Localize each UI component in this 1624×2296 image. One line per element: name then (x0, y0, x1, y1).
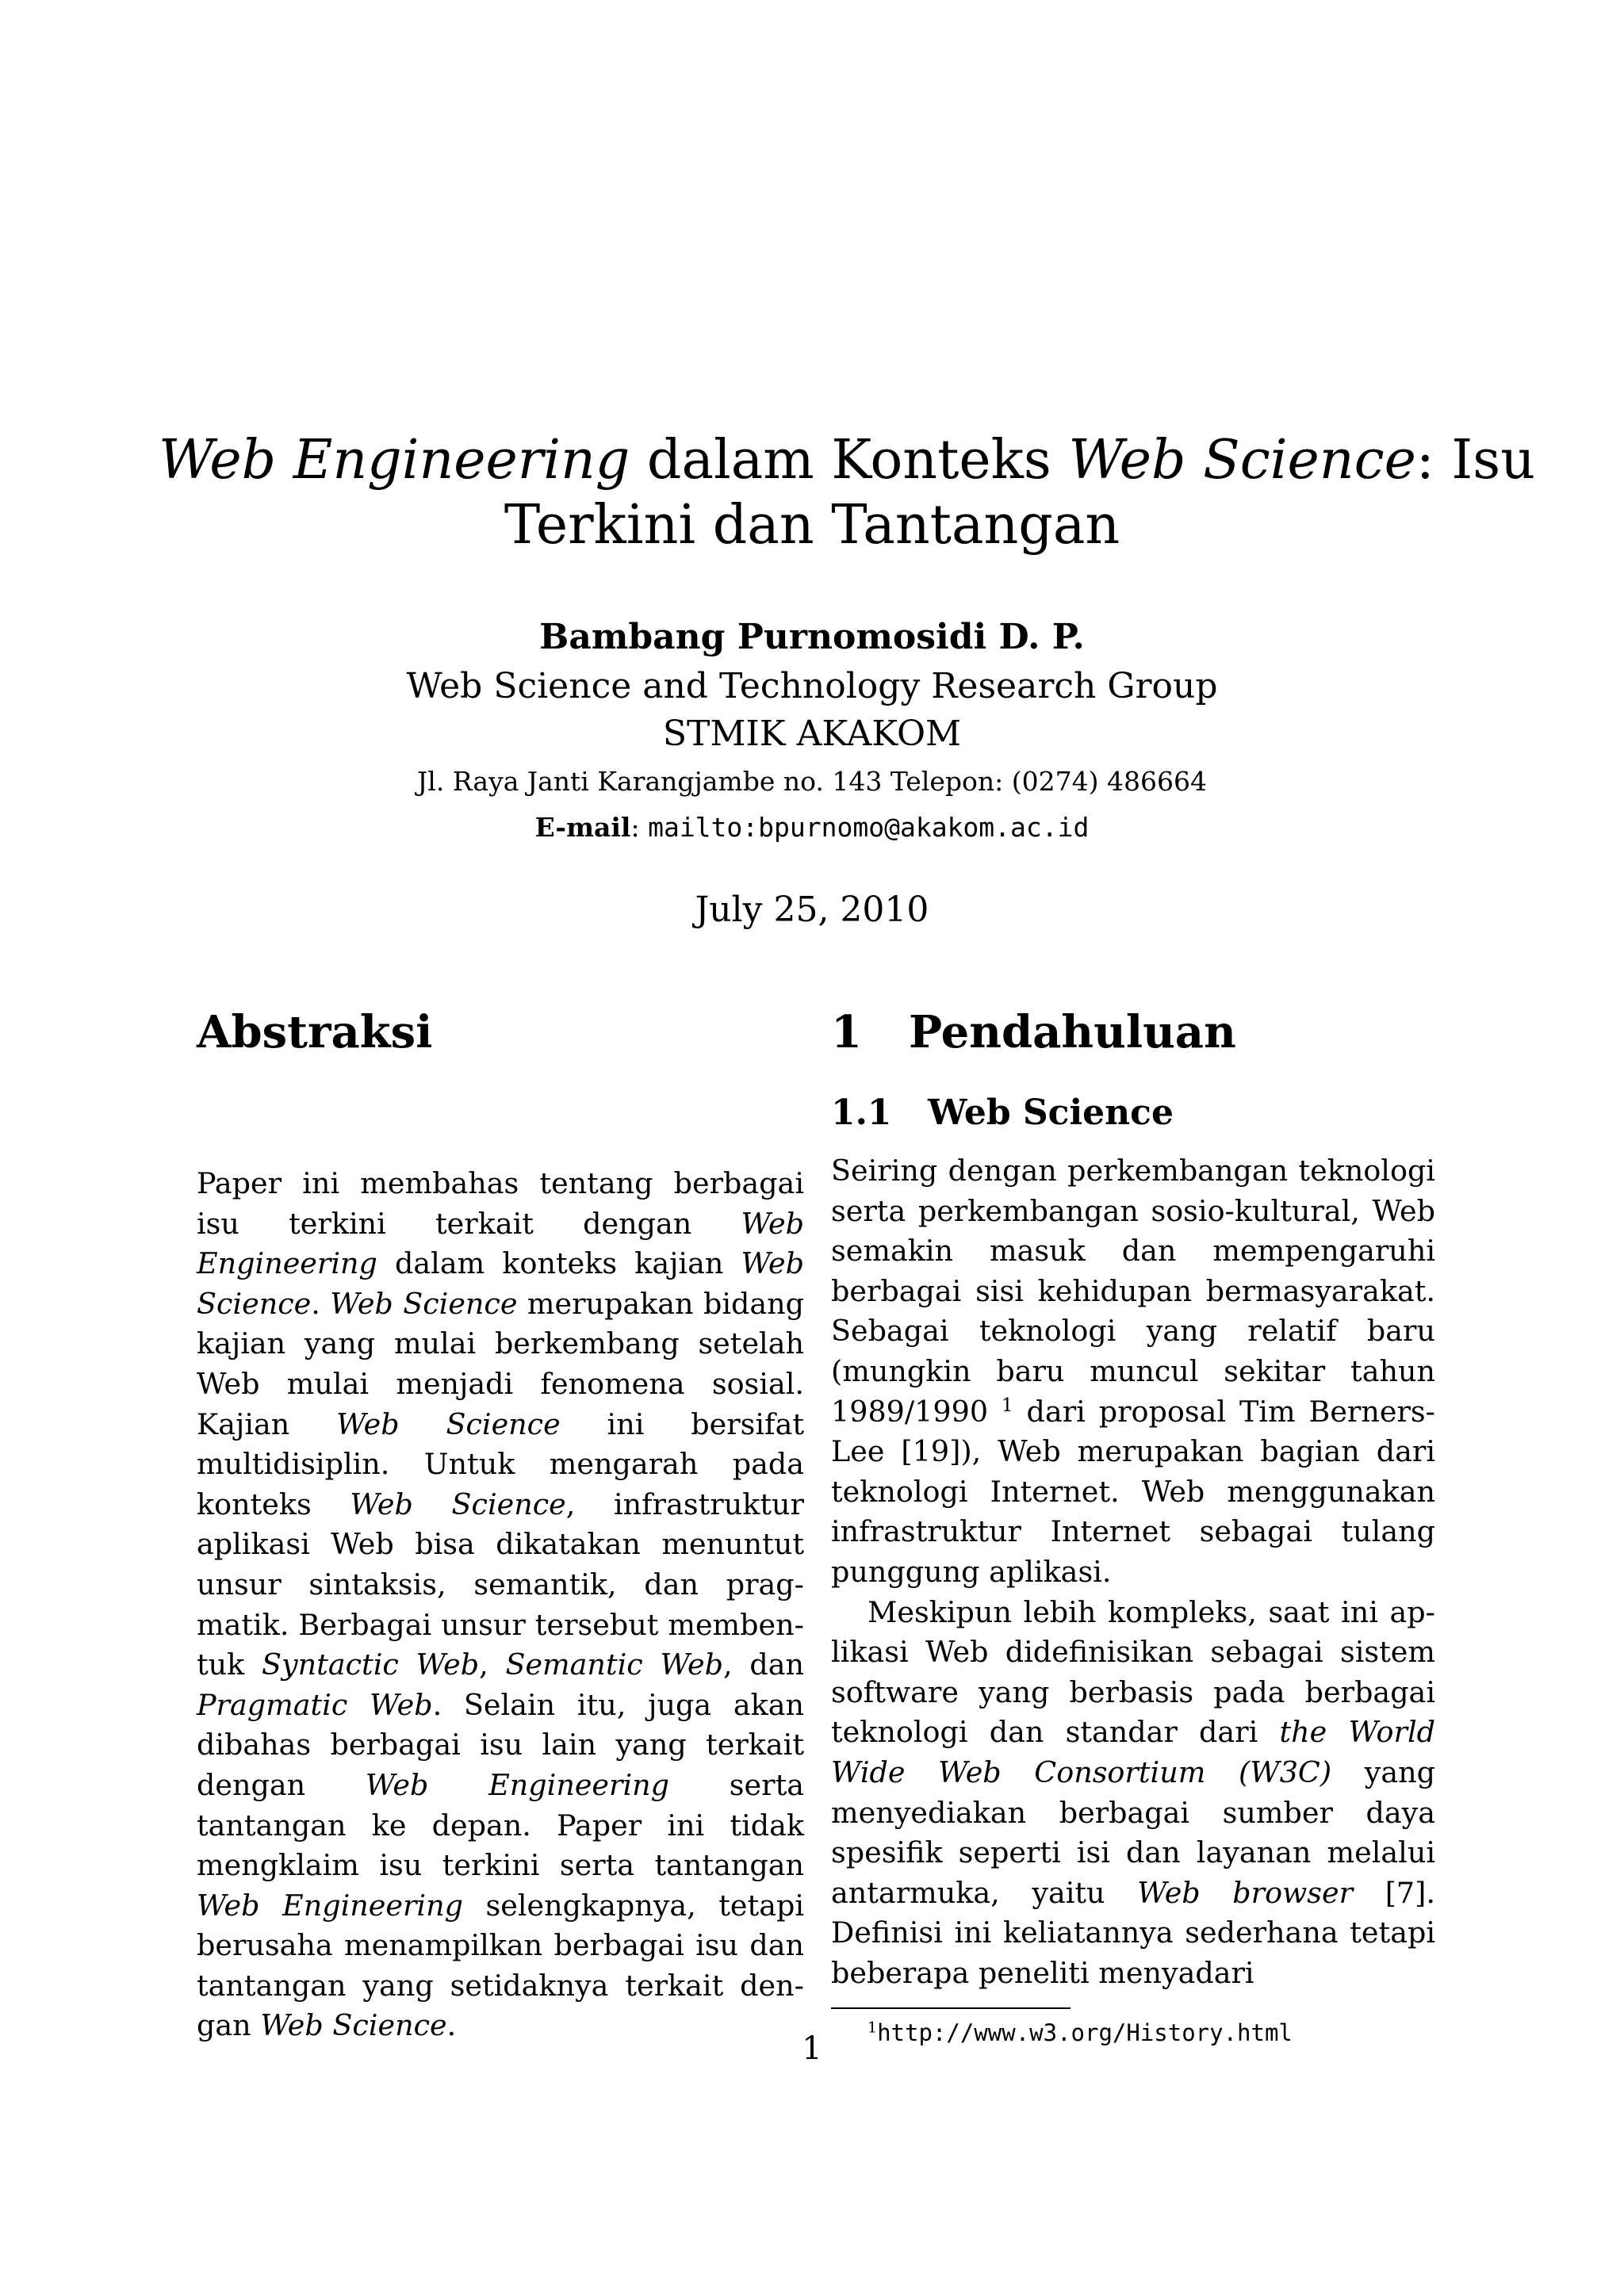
author-institution: STMIK AKAKOM (662, 714, 962, 754)
abstract-body: Paper ini membahas tentang berbagai isu terkini terkait dengan Web Engineering dalam konteks kajian Web Science. Web Science merupakan bidang kajian yang mulai berkembang setelah Web mulai menjadi fenomena sosial. Kajian Web Science ini bersifat multidisiplin. Untuk mengarah pada konteks Web Science, infrastruktur aplikasi Web bisa dikatakan menuntut unsur sintaksis, semantik, dan pragmatik. Berbagai unsur tersebut membentuk Syntactic Web, Semantic Web, dan Pragmatic Web. Selain itu, juga akan dibahas berbagai isu lain yang terkait dengan Web Engineering serta tantangan ke depan. Paper ini tidak mengklaim isu terkini serta tantangan Web Engineering selengkapnya, tetapi berusaha menampilkan berbagai isu dan tantangan yang setidaknya terkait dengan Web Science. (197, 1166, 804, 2043)
abstract-heading: Abstraksi (197, 1006, 433, 1058)
title-term-web-engineering: Web Engineering (159, 429, 630, 492)
subsection-heading-web-science (831, 1089, 1435, 1137)
author-name: Bambang Purnomosidi D. P. (539, 617, 1085, 657)
paper-title (159, 428, 1535, 558)
author-block (159, 612, 1465, 850)
page-number: 1 (802, 2030, 822, 2067)
footnote-reference[interactable]: 1 (1002, 1395, 1013, 1416)
author-email: E-mail: mailto:bpurnomo@akakom.ac.id (534, 812, 1090, 843)
subsection-number: 1.1 (831, 1093, 892, 1133)
email-label: E-mail (534, 812, 631, 843)
title-term-web-science: Web Science (1068, 429, 1416, 492)
subsection-title: Web Science (928, 1093, 1174, 1133)
title-line-2: Terkini dan Tantangan (504, 494, 1120, 557)
body-paragraph-1: Seiring dengan perkembangan teknologi serta perkembangan sosio-kultural, Web semakin masuk dan mempengaruhi berbagai sisi kehidupan bermasyarakat. Sebagai teknologi yang relatif baru (mungkin baru muncul sekitar tahun 1989/1990 $^1$ dari proposal Tim Berners-Lee [19]), Web merupakan bagian dari teknologi Internet. Web menggunakan infrastruktur Internet sebagai tulang punggung aplikasi. (831, 1154, 1435, 1589)
author-address: Jl. Raya Janti Karangjambe no. 143 Telepon: (0274) 486664 (417, 766, 1207, 797)
paper-date: July 25, 2010 (695, 890, 929, 930)
section-heading-pendahuluan (831, 1001, 1435, 1064)
right-column (831, 1001, 1435, 2050)
author-affiliation-group: Web Science and Technology Research Group (406, 666, 1218, 706)
section-title: Pendahuluan (909, 1006, 1236, 1058)
section-number: 1 (831, 1006, 862, 1058)
left-column (197, 1001, 804, 2046)
body-paragraph-2: Meskipun lebih kompleks, saat ini aplikasi Web didefinisikan sebagai sistem software yang berbasis pada berbagai teknologi dan standar dari the World Wide Web Consortium (W3C) yang menyediakan berbagai sumber daya spesifik seperti isi dan layanan melalui antarmuka, yaitu Web browser [7]. Definisi ini keliatannya sederhana tetapi beberapa peneliti menyadari (831, 1594, 1436, 1990)
footnote-divider (831, 2007, 1071, 2009)
footnote-mark: 1 (868, 2019, 878, 2037)
email-link[interactable]: mailto:bpurnomo@akakom.ac.id (648, 812, 1090, 843)
title-line-1: Web Engineering dalam Konteks Web Science: Isu (159, 429, 1535, 492)
footnote-url[interactable]: http://www.w3.org/History.html (877, 2019, 1293, 2047)
